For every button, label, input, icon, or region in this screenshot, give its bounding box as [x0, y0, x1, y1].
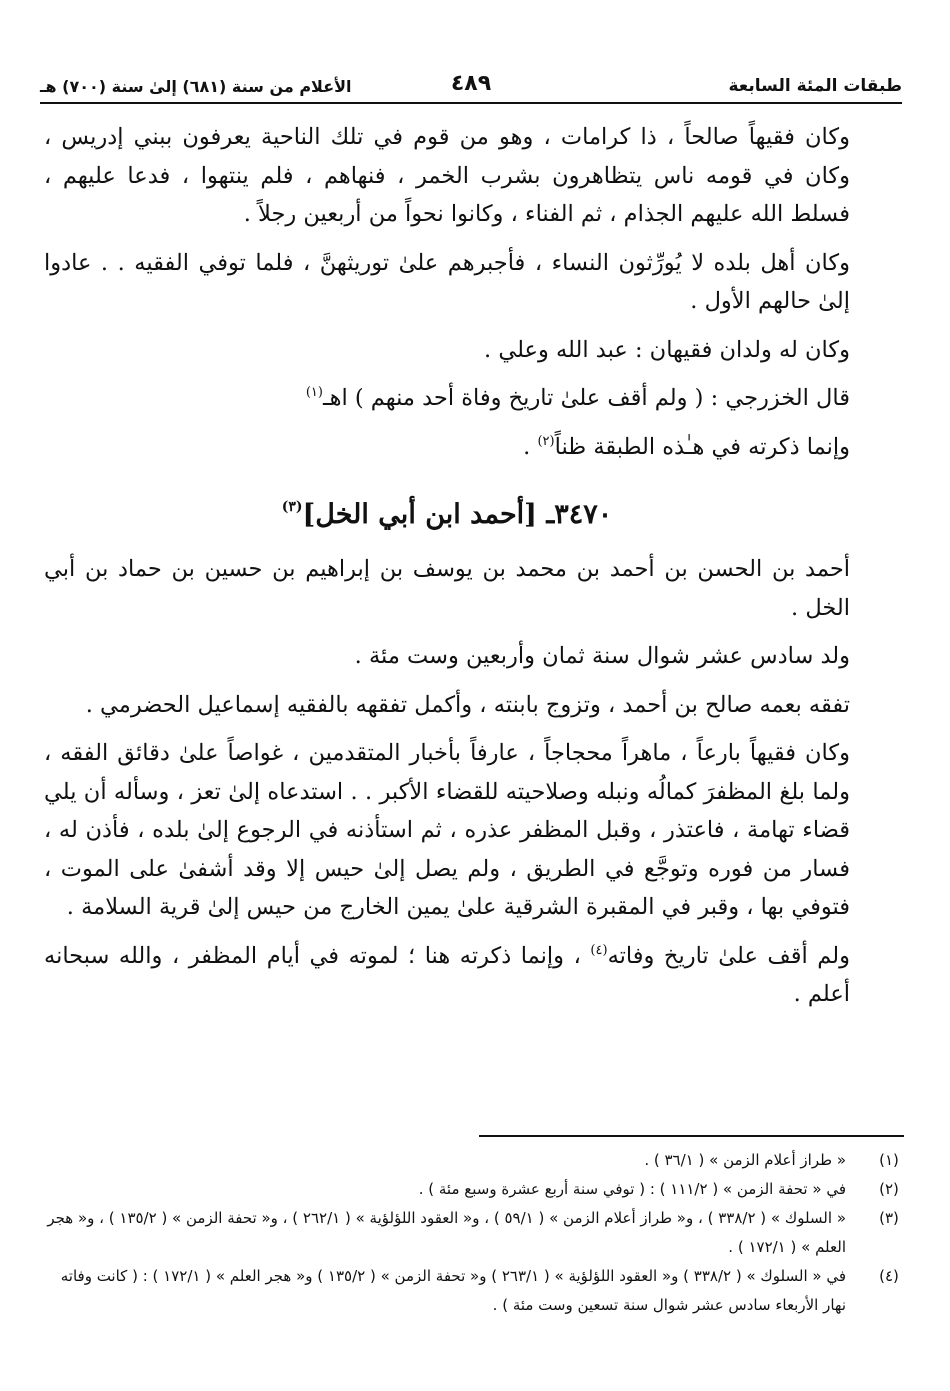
- guess-text: وإنما ذكرته في هـٰذه الطبقة ظناً: [554, 433, 850, 460]
- footnote-ref-2: (٢): [537, 433, 555, 449]
- footnote: [44, 1262, 904, 1320]
- paragraph-karamat: وكان فقيهاً صالحاً ، ذا كرامات ، وهو من قوم في تلك الناحية يعرفون ببني إدريس ، وكان في قومه ناس يتظاهرون بشرب الخمر ، فنهاهم ، فلم ينتهوا ، فدعا عليهم ، فسلط الله عليهم الجذام ، ثم الفناء ، وكانوا نحواً من أربعين رجلاً .: [44, 124, 850, 227]
- paragraph-lineage: أحمد بن الحسن بن أحمد بن محمد بن يوسف بن إبراهيم بن حسين بن حماد بن أبي الخل .: [44, 556, 850, 621]
- footnote-ref-4: (٤): [590, 942, 608, 958]
- footnote-number: (٣): [879, 1209, 899, 1227]
- page-number: ٤٨٩: [450, 71, 492, 96]
- paragraph-birth: ولد سادس عشر شوال سنة ثمان وأربعين وست مئة .: [354, 643, 850, 669]
- guess-end: .: [523, 433, 538, 460]
- footnote-text: « طراز أعلام الزمن » ( ٣٦/١ ) .: [644, 1151, 846, 1169]
- paragraph-khazraji: [44, 379, 850, 418]
- paragraph-inheritance: وكان أهل بلده لا يُورِّثون النساء ، فأجبرهم علىٰ توريثهنَّ ، فلما توفي الفقيه . . عادوا إلىٰ حالهم الأول .: [44, 249, 850, 314]
- footnote-number: (٤): [879, 1267, 899, 1285]
- paragraph-guess: [44, 428, 850, 467]
- closing-text-a: ولم أقف علىٰ تاريخ وفاته: [607, 942, 850, 969]
- entry-heading: [44, 492, 850, 538]
- header-date-range: الأعلام من سنة (٦٨١) إلىٰ سنة (٧٠٠) هـ: [40, 77, 352, 96]
- paragraph-biography: وكان فقيهاً بارعاً ، ماهراً محجاجاً ، عارفاً بأخبار المتقدمين ، غواصاً علىٰ دقائق الفقه ، ولما بلغ المظفرَ كمالُه ونبله وصلاحيته للقضاء الأكبر . . استدعاه إلىٰ تعز ، وسأله أن يلي قضاء تهامة ، فاعتذر ، وقبل المظفر عذره ، ثم استأذنه في الرجوع إلىٰ بلده ، فأذن له ، فسار من فوره وتوجَّع في الطريق ، ولم يصل إلىٰ حيس إلا وقد أشفىٰ على الموت ، فتوفي بها ، وقبر في المقبرة الشرقية علىٰ يمين الخارج من حيس إلىٰ قرية السلامة .: [44, 740, 850, 920]
- entry-title-text: ٣٤٧٠ـ [أحمد ابن أبي الخل]: [302, 499, 613, 530]
- paragraph-study: تفقه بعمه صالح بن أحمد ، وتزوج بابنته ، وأكمل تفقهه بالفقيه إسماعيل الحضرمي .: [85, 691, 850, 718]
- footnote-ref-3: (٣): [281, 499, 303, 515]
- paragraph-closing: [44, 937, 850, 1014]
- footnote-separator: [479, 1135, 904, 1137]
- running-header: [40, 62, 902, 104]
- footnote: [44, 1175, 904, 1204]
- closing-text-b: ، وإنما ذكرته هنا ؛ لموته في أيام المظفر ، والله سبحانه أعلم .: [44, 942, 850, 1007]
- footnote-text: في « تحفة الزمن » ( ١١١/٢ ) : ( توفي سنة أربع عشرة وسبع مئة ) .: [418, 1180, 846, 1198]
- main-text: [44, 118, 850, 1024]
- footnote-number: (١): [879, 1151, 899, 1169]
- paragraph-sons: وكان له ولدان فقيهان : عبد الله وعلي .: [484, 336, 850, 363]
- footnote-ref-1: (١): [305, 385, 323, 400]
- header-section-title: طبقات المئة السابعة: [728, 76, 902, 96]
- footnote-number: (٢): [879, 1180, 899, 1198]
- footnote-text: « السلوك » ( ٣٣٨/٢ ) ، و« طراز أعلام الزمن » ( ٥٩/١ ) ، و« العقود اللؤلؤية » ( ٢٦٢/١ ) ، و« تحفة الزمن » ( ١٣٥/٢ ) ، و« هجر العلم » ( ١٧٢/١ ) .: [47, 1209, 846, 1256]
- footnote-text: في « السلوك » ( ٣٣٨/٢ ) و« العقود اللؤلؤية » ( ٢٦٣/١ ) و« تحفة الزمن » ( ١٣٥/٢ ) و« هجر العلم » ( ١٧٢/١ ) : ( كانت وفاته نهار الأربعاء سادس عشر شوال سنة تسعين وست مئة ) .: [60, 1267, 846, 1314]
- footnote: [44, 1204, 904, 1262]
- footnote: [44, 1146, 904, 1175]
- khazraji-quote: قال الخزرجي : ( ولم أقف علىٰ تاريخ وفاة أحد منهم ) اهـ: [322, 385, 850, 411]
- footnotes: [44, 1146, 904, 1320]
